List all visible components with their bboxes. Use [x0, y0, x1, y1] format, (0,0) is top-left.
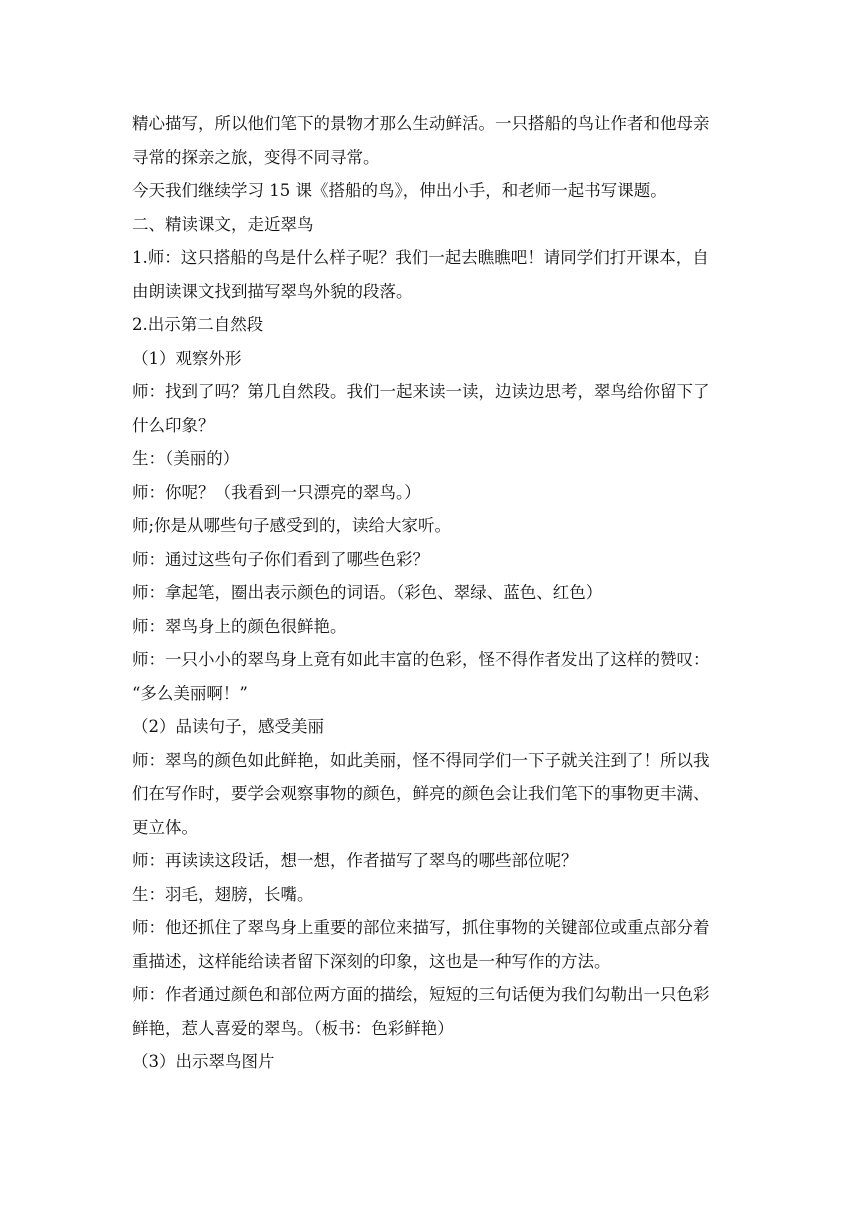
subsection-heading: （2）品读句子，感受美丽	[132, 717, 324, 736]
text-line: 鲜艳，惹人喜爱的翠鸟。（板书：色彩鲜艳）	[132, 1018, 454, 1038]
text-line: 师：找到了吗？第几自然段。我们一起来读一读，边读边思考，翠鸟给你留下了	[132, 382, 710, 401]
text-line: 生：羽毛，翅膀，长嘴。	[132, 884, 314, 904]
text-line: 师：作者通过颜色和部位两方面的描绘，短短的三句话便为我们勾勒出一只色彩	[132, 985, 710, 1004]
text-line: 什么印象？	[132, 415, 215, 435]
section-heading: 二、精读课文，走近翠鸟	[132, 214, 314, 234]
text-line: 更立体。	[132, 817, 198, 837]
text-line: 今天我们继续学习 15 课《搭船的鸟》，伸出小手，和老师一起书写课题。	[132, 181, 667, 200]
text-line: 师：翠鸟的颜色如此鲜艳，如此美丽，怪不得同学们一下子就关注到了！所以我	[132, 750, 710, 770]
text-line: 寻常的探亲之旅，变得不同寻常。	[132, 147, 380, 167]
text-line: 2.出示第二自然段	[132, 315, 264, 334]
text-line: 师：再读读这段话，想一想，作者描写了翠鸟的哪些部位呢？	[132, 851, 578, 870]
subsection-heading: （3）出示翠鸟图片	[132, 1052, 275, 1071]
text-line: 师：一只小小的翠鸟身上竟有如此丰富的色彩，怪不得作者发出了这样的赞叹：	[132, 650, 710, 669]
text-line: 师：你呢？（我看到一只漂亮的翠鸟。）	[132, 482, 421, 502]
text-line: 师;你是从哪些句子感受到的，读给大家听。	[132, 516, 452, 535]
text-line: 师：拿起笔，圈出表示颜色的词语。（彩色、翠绿、蓝色、红色）	[132, 583, 603, 602]
text-line: 生：（美丽的）	[132, 449, 240, 468]
text-line: 师：他还抓住了翠鸟身上重要的部位来描写，抓住事物的关键部位或重点部分着	[132, 918, 710, 937]
document-body	[132, 107, 732, 1079]
subsection-heading: （1）观察外形	[132, 348, 242, 368]
text-line: 们在写作时，要学会观察事物的颜色，鲜亮的颜色会让我们笔下的事物更丰满、	[132, 784, 710, 803]
text-line: 精心描写，所以他们笔下的景物才那么生动鲜活。一只搭船的鸟让作者和他母亲	[132, 114, 710, 133]
text-line: 1.师：这只搭船的鸟是什么样子呢？我们一起去瞧瞧吧！请同学们打开课本，自	[132, 248, 709, 267]
text-line: 重描述，这样能给读者留下深刻的印象，这也是一种写作的方法。	[132, 951, 611, 971]
text-line: “多么美丽啊！”	[132, 683, 248, 703]
text-line: 由朗读课文找到描写翠鸟外貌的段落。	[132, 281, 413, 301]
text-line: 师：通过这些句子你们看到了哪些色彩？	[132, 549, 429, 569]
text-line: 师：翠鸟身上的颜色很鲜艳。	[132, 616, 347, 636]
